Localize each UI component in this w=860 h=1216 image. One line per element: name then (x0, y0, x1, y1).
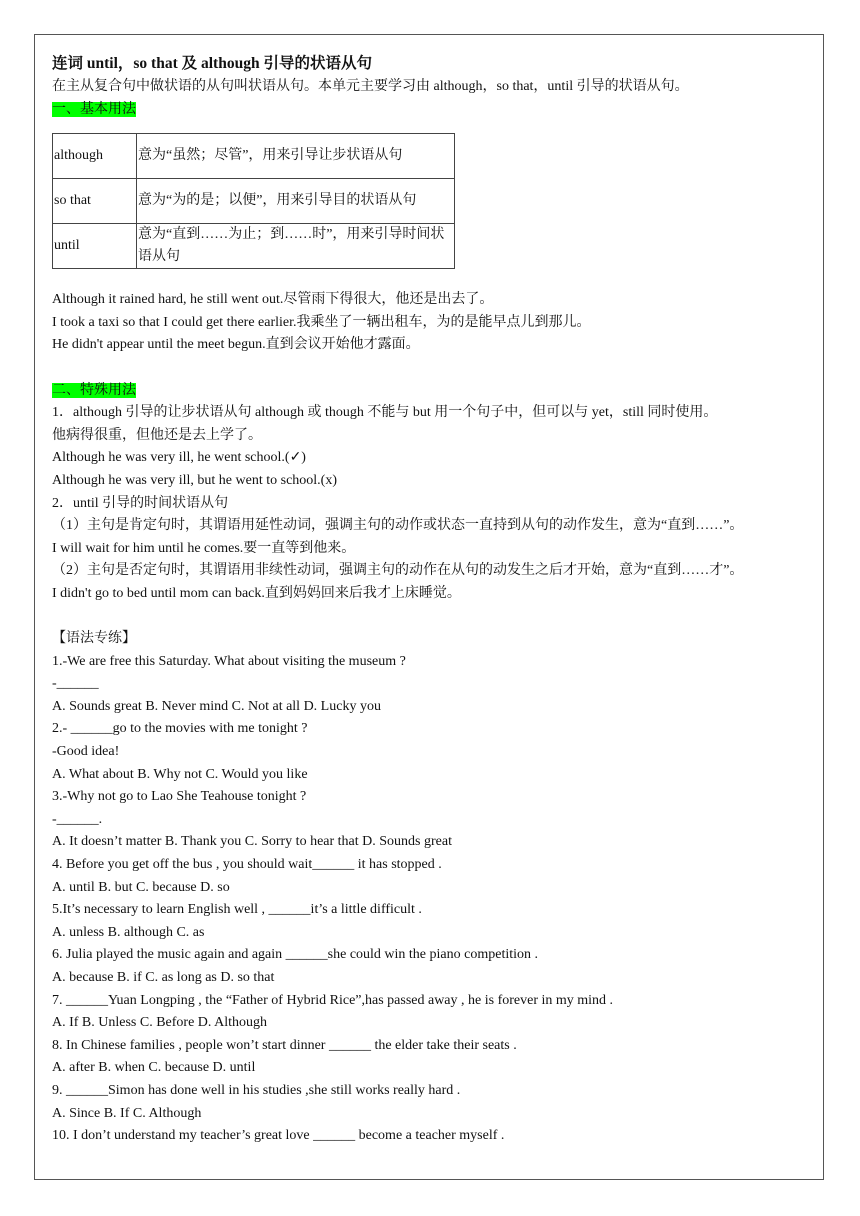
practice-line: A. What about B. Why not C. Would you like (52, 766, 308, 782)
table-row (53, 224, 455, 269)
practice-line: A. It doesn’t matter B. Thank you C. Sorry to hear that D. Sounds great (52, 834, 452, 850)
example-sentence: Although it rained hard, he still went out.尽管雨下得很大，他还是出去了。 (52, 292, 494, 308)
usage-line: （1）主句是肯定句时，其谓语用延性动词，强调主句的动作或状态一直持到从句的动作发生，意为“直到……”。 (52, 518, 744, 534)
practice-heading: 【语法专练】 (52, 631, 136, 647)
document-title: 连词 until，so that 及 although 引导的状语从句 (52, 55, 372, 72)
section1-heading: 一、基本用法 (52, 101, 136, 117)
practice-line: 5.It’s necessary to learn English well , ______it’s a little difficult . (52, 902, 422, 918)
practice-line: 3.-Why not go to Lao She Teahouse tonight ? (52, 789, 307, 805)
practice-line: A. Since B. If C. Although (52, 1105, 202, 1121)
practice-line: A. until B. but C. because D. so (52, 879, 230, 895)
usage-line: Although he was very ill, but he went to school.(x) (52, 472, 338, 488)
example-sentence: He didn't appear until the meet begun.直到会议开始他才露面。 (52, 337, 420, 353)
usage-line: （2）主句是否定句时，其谓语用非续性动词，强调主句的动作在从句的动发生之后才开始，意为“直到……才”。 (52, 563, 744, 579)
table-row (53, 134, 455, 179)
practice-line: A. after B. when C. because D. until (52, 1060, 256, 1076)
practice-line: A. unless B. although C. as (52, 924, 205, 940)
usage-line: Although he was very ill, he went school.(✓) (52, 450, 306, 466)
practice-line: 7. ______Yuan Longping , the “Father of Hybrid Rice”,has passed away , he is forever in my mind . (52, 992, 614, 1008)
practice-line: -Good idea! (52, 744, 120, 760)
table-term: although (53, 134, 137, 179)
usage-line: I didn't go to bed until mom can back.直到妈妈回来后我才上床睡觉。 (52, 585, 461, 601)
practice-line: 8. In Chinese families , people won’t start dinner ______ the elder take their seats . (52, 1037, 517, 1053)
table-term: until (53, 224, 137, 269)
example-sentence: I took a taxi so that I could get there earlier.我乘坐了一辆出租车，为的是能早点儿到那儿。 (52, 314, 591, 330)
practice-line: 6. Julia played the music again and again ______she could win the piano competition . (52, 947, 539, 963)
practice-line: 1.-We are free this Saturday. What about visiting the museum ? (52, 653, 406, 669)
practice-line: 4. Before you get off the bus , you should wait______ it has stopped . (52, 857, 442, 873)
usage-line: 1．although 引导的让步状语从句 although 或 though 不能与 but 用一个句子中，但可以与 yet，still 同时使用。 (52, 405, 718, 421)
practice-line: A. If B. Unless C. Before D. Although (52, 1015, 268, 1031)
table-meaning: 意为“直到……为止；到……时”，用来引导时间状语从句 (137, 224, 455, 269)
table-meaning: 意为“虽然；尽管”，用来引导让步状语从句 (137, 134, 455, 179)
intro-paragraph: 在主从复合句中做状语的从句叫状语从句。本单元主要学习由 although，so that，until 引导的状语从句。 (52, 79, 689, 94)
practice-line: 9. ______Simon has done well in his studies ,she still works really hard . (52, 1082, 461, 1098)
practice-line: -______. (52, 811, 103, 827)
practice-line: 2.- ______go to the movies with me tonight ? (52, 721, 308, 737)
practice-line: -______ (52, 676, 99, 692)
usage-table (52, 133, 455, 269)
usage-line: 他病得很重，但他还是去上学了。 (52, 427, 262, 443)
table-meaning: 意为“为的是；以便”，用来引导目的状语从句 (137, 179, 455, 224)
document-body (52, 52, 812, 1148)
practice-line: 10. I don’t understand my teacher’s great love ______ become a teacher myself . (52, 1128, 505, 1144)
table-term: so that (53, 179, 137, 224)
practice-line: A. because B. if C. as long as D. so that (52, 970, 275, 985)
section2-heading: 二、特殊用法 (52, 382, 136, 398)
table-row (53, 179, 455, 224)
practice-line: A. Sounds great B. Never mind C. Not at all D. Lucky you (52, 698, 381, 714)
usage-line: 2．until 引导的时间状语从句 (52, 495, 229, 511)
usage-line: I will wait for him until he comes.要一直等到他来。 (52, 540, 356, 556)
